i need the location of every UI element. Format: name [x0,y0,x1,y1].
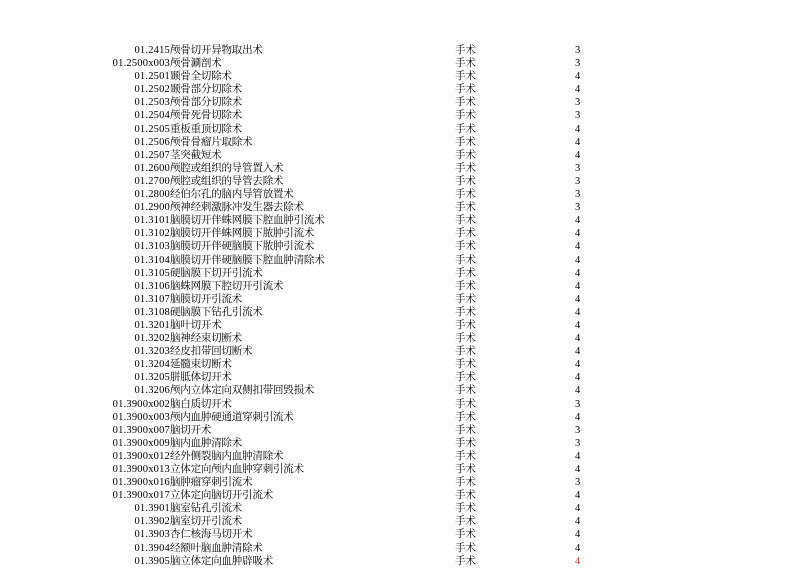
table-row [0,83,800,96]
cell-spacer [670,149,800,162]
cell-level: 4 [575,280,581,292]
cell-name: 颞骨全切除术 [170,70,232,83]
cell-code: 01.3101 [134,215,170,227]
cell-type: 手术 [455,358,476,371]
cell-spacer [670,240,800,253]
cell-type: 手术 [455,266,476,279]
table-row [0,44,800,57]
cell-name: 脑膜切开伴蛛网膜下腔血肿引流术 [170,214,325,227]
cell-code: 01.3905 [134,555,170,567]
cell-spacer [670,371,800,384]
cell-code: 01.2507 [134,149,170,161]
cell-code: 01.3904 [134,542,170,554]
cell-code: 01.3203 [134,346,170,358]
cell-level: 4 [575,319,581,331]
cell-name: 颅骨切开异物取出术 [170,44,263,56]
cell-type: 手术 [455,318,476,331]
cell-code: 01.3204 [134,359,170,371]
cell-name: 颅骨死骨切除术 [170,109,243,122]
cell-level: 3 [575,45,581,56]
cell-name: 脑肿瘤穿刺引流术 [170,476,253,489]
cell-type: 手术 [455,227,476,240]
cell-name: 脑内血肿清除术 [170,436,243,449]
cell-level: 3 [575,424,581,436]
cell-name: 颅骨涮剖术 [170,57,222,70]
cell-type: 手术 [455,70,476,83]
cell-spacer [670,542,800,555]
cell-code: 01.3104 [134,254,170,266]
cell-type: 手术 [455,188,476,201]
cell-type: 手术 [455,305,476,318]
cell-code: 01.2505 [134,123,170,135]
cell-name: 硬脑膜下钻孔引流术 [170,305,263,318]
cell-type: 手术 [455,148,476,161]
cell-code: 01.3900x016 [112,477,170,489]
cell-name: 立体定向脑切开引流术 [170,489,273,502]
cell-name: 硬脑膜下切开引流术 [170,266,263,279]
table-row [0,515,800,528]
cell-code: 01.3900x007 [112,424,170,436]
cell-code: 01.2503 [134,97,170,109]
cell-level: 4 [575,267,581,279]
table-row [0,214,800,227]
table-row [0,332,800,345]
cell-type: 手术 [455,463,476,475]
table-row [0,123,800,136]
cell-name: 颅内血肿硬通道穿刺引流术 [170,410,294,423]
cell-spacer [670,136,800,149]
cell-spacer [670,227,800,240]
cell-name: 脑白质切开术 [170,397,232,410]
cell-name: 脑切开术 [170,423,212,436]
cell-type: 手术 [455,384,476,397]
cell-type: 手术 [455,332,476,345]
cell-name: 脑膜切开伴蛛网膜下脓肿引流术 [170,227,315,240]
cell-type: 手术 [455,489,476,502]
cell-level: 4 [575,411,581,423]
cell-name: 经额叶脑血肿清除术 [170,541,263,554]
table-row [0,502,800,515]
cell-level: 4 [575,385,581,397]
cell-spacer [670,463,800,476]
cell-level: 4 [575,136,581,148]
cell-code: 01.3102 [134,228,170,240]
cell-code: 01.3106 [134,280,170,292]
cell-code: 01.3900x003 [112,411,170,423]
cell-type: 手术 [455,371,476,384]
cell-code: 01.3902 [134,516,170,528]
cell-type: 手术 [455,109,476,122]
table-row [0,57,800,70]
table-row [0,476,800,489]
cell-level: 4 [575,516,581,528]
cell-spacer [670,384,800,397]
table-row [0,280,800,293]
cell-name: 脑膜切开伴硬脑膜下腔血肿清除术 [170,253,325,266]
cell-name: 延髓束切断术 [170,358,232,371]
cell-name: 茎突截短术 [170,148,222,161]
cell-type: 手术 [455,83,476,96]
table-row [0,358,800,371]
cell-level: 4 [575,306,581,318]
cell-level: 3 [575,110,581,122]
cell-level: 3 [575,58,581,70]
cell-name: 杏仁核海马切开术 [170,528,253,541]
cell-level: 4 [575,372,581,384]
table-row [0,293,800,306]
table-row [0,306,800,319]
cell-type: 手术 [455,528,476,541]
cell-type: 手术 [455,96,476,109]
cell-level: 4 [575,346,581,358]
cell-level: 4 [575,359,581,371]
cell-spacer [670,489,800,502]
table-row [0,201,800,214]
cell-spacer [670,57,800,70]
cell-spacer [670,306,800,319]
cell-spacer [670,188,800,201]
cell-type: 手术 [455,423,476,436]
cell-type: 手术 [455,502,476,515]
table-row [0,96,800,109]
cell-level: 3 [575,477,581,489]
cell-level: 4 [575,293,581,305]
cell-level: 4 [575,241,581,253]
table-row [0,450,800,463]
cell-type: 手术 [455,201,476,214]
cell-code: 01.3900x013 [112,464,170,475]
cell-spacer [670,319,800,332]
cell-type: 手术 [455,515,476,528]
cell-type: 手术 [455,44,476,56]
cell-level: 4 [575,228,581,240]
table-row [0,136,800,149]
cell-type: 手术 [455,410,476,423]
cell-level: 3 [575,398,581,410]
cell-spacer [670,411,800,424]
cell-name: 脑室钻孔引流术 [170,502,243,515]
cell-code: 01.2415 [134,45,170,56]
cell-spacer [670,254,800,267]
cell-type: 手术 [455,279,476,292]
cell-spacer [670,424,800,437]
cell-code: 01.3105 [134,267,170,279]
cell-spacer [670,83,800,96]
cell-spacer [670,201,800,214]
cell-level: 4 [575,490,581,502]
cell-name: 脑蛛网膜下腔切开引流术 [170,279,284,292]
table-body [0,44,800,568]
cell-name: 经外侧裂脑内血肿清除术 [170,449,284,462]
cell-name: 颅骨骨瘤片取除术 [170,135,253,148]
cell-name: 颅内立体定向双侧扣带回毁损术 [170,384,315,397]
cell-type: 手术 [455,292,476,305]
cell-code: 01.3103 [134,241,170,253]
cell-level: 4 [575,542,581,554]
cell-level: 3 [575,189,581,201]
cell-spacer [670,450,800,463]
cell-code: 01.3900x012 [112,450,170,462]
cell-spacer [670,280,800,293]
cell-spacer [670,162,800,175]
cell-code: 01.2600 [134,162,170,174]
cell-spacer [670,358,800,371]
cell-level: 3 [575,202,581,214]
cell-type: 手术 [455,135,476,148]
cell-name: 重板重顶切除术 [170,122,243,135]
cell-spacer [670,44,800,57]
cell-name: 颞骨部分切除术 [170,83,243,96]
cell-type: 手术 [455,554,476,567]
table-row [0,267,800,280]
cell-code: 01.3900x002 [112,398,170,410]
table-row [0,319,800,332]
cell-spacer [670,437,800,450]
table-row [0,175,800,188]
cell-name: 颅腔或组织的导管置入术 [170,161,284,174]
cell-level: 4 [575,84,581,96]
table-row [0,398,800,411]
cell-code: 01.3901 [134,503,170,515]
cell-type: 手术 [455,161,476,174]
cell-spacer [670,345,800,358]
cell-name: 胼胝体切开术 [170,371,232,384]
cell-code: 01.2506 [134,136,170,148]
table-row [0,489,800,502]
cell-spacer [670,515,800,528]
table-row [0,424,800,437]
table-row [0,227,800,240]
cell-code: 01.2900 [134,202,170,214]
cell-name: 颅神经刺激脉冲发生器去除术 [170,201,304,214]
cell-spacer [670,528,800,541]
cell-spacer [670,109,800,122]
cell-name: 立体定向颅内血肿穿刺引流术 [170,463,304,475]
cell-spacer [670,123,800,136]
table-row [0,254,800,267]
cell-type: 手术 [455,449,476,462]
cell-spacer [670,267,800,280]
cell-code: 01.3205 [134,372,170,384]
table-row [0,463,800,476]
procedure-code-table [0,44,800,568]
table-row [0,384,800,397]
cell-type: 手术 [455,174,476,187]
cell-level: 3 [575,162,581,174]
cell-code: 01.3206 [134,385,170,397]
cell-spacer [670,96,800,109]
cell-spacer [670,502,800,515]
cell-spacer [670,175,800,188]
cell-type: 手术 [455,436,476,449]
cell-type: 手术 [455,541,476,554]
cell-name: 经伯尔孔的脑内导管放置术 [170,188,294,201]
table-row [0,70,800,83]
cell-code: 01.2800 [134,189,170,201]
cell-spacer [670,293,800,306]
table-row [0,109,800,122]
cell-code: 01.3107 [134,293,170,305]
cell-level: 4 [575,149,581,161]
cell-spacer [670,398,800,411]
cell-spacer [670,214,800,227]
table-row [0,188,800,201]
table-row [0,162,800,175]
cell-type: 手术 [455,214,476,227]
cell-code: 01.2504 [134,110,170,122]
table-row [0,240,800,253]
table-row [0,411,800,424]
cell-type: 手术 [455,253,476,266]
table-row [0,542,800,555]
cell-level: 4 [575,333,581,345]
cell-level: 3 [575,97,581,109]
cell-code: 01.3900x017 [112,490,170,502]
cell-code: 01.2502 [134,84,170,96]
cell-type: 手术 [455,397,476,410]
cell-spacer [670,70,800,83]
table-row [0,437,800,450]
cell-name: 脑神经束切断术 [170,332,243,345]
cell-name: 颅骨部分切除术 [170,96,243,109]
cell-level: 3 [575,437,581,449]
cell-name: 脑叶切开术 [170,318,222,331]
cell-name: 脑立体定向血肿辟吸术 [170,554,273,567]
cell-code: 01.2501 [134,71,170,83]
cell-type: 手术 [455,345,476,358]
cell-code: 01.2700 [134,175,170,187]
cell-code: 01.3202 [134,333,170,345]
cell-name: 脑膜切开引流术 [170,292,243,305]
table-row [0,528,800,541]
cell-name: 脑膜切开伴硬脑膜下脓肿引流术 [170,240,315,253]
cell-level: 4 [575,555,581,567]
cell-level: 4 [575,503,581,515]
table-row [0,149,800,162]
cell-name: 脑室切开引流术 [170,515,243,528]
cell-type: 手术 [455,57,476,70]
cell-level: 3 [575,175,581,187]
cell-code: 01.3900x009 [112,437,170,449]
table-row [0,371,800,384]
cell-code: 01.2500x003 [112,58,170,70]
cell-level: 4 [575,254,581,266]
cell-level: 4 [575,529,581,541]
cell-code: 01.3201 [134,319,170,331]
cell-code: 01.3108 [134,306,170,318]
cell-type: 手术 [455,476,476,489]
cell-spacer [670,332,800,345]
cell-type: 手术 [455,122,476,135]
cell-level: 4 [575,450,581,462]
cell-level: 4 [575,123,581,135]
table-row [0,345,800,358]
cell-spacer [670,476,800,489]
cell-name: 经皮扣带回切断术 [170,345,253,358]
cell-type: 手术 [455,240,476,253]
cell-level: 4 [575,71,581,83]
cell-level: 4 [575,215,581,227]
cell-level: 4 [575,464,581,475]
cell-name: 颅腔或组织的导管去除术 [170,174,284,187]
cell-code: 01.3903 [134,529,170,541]
